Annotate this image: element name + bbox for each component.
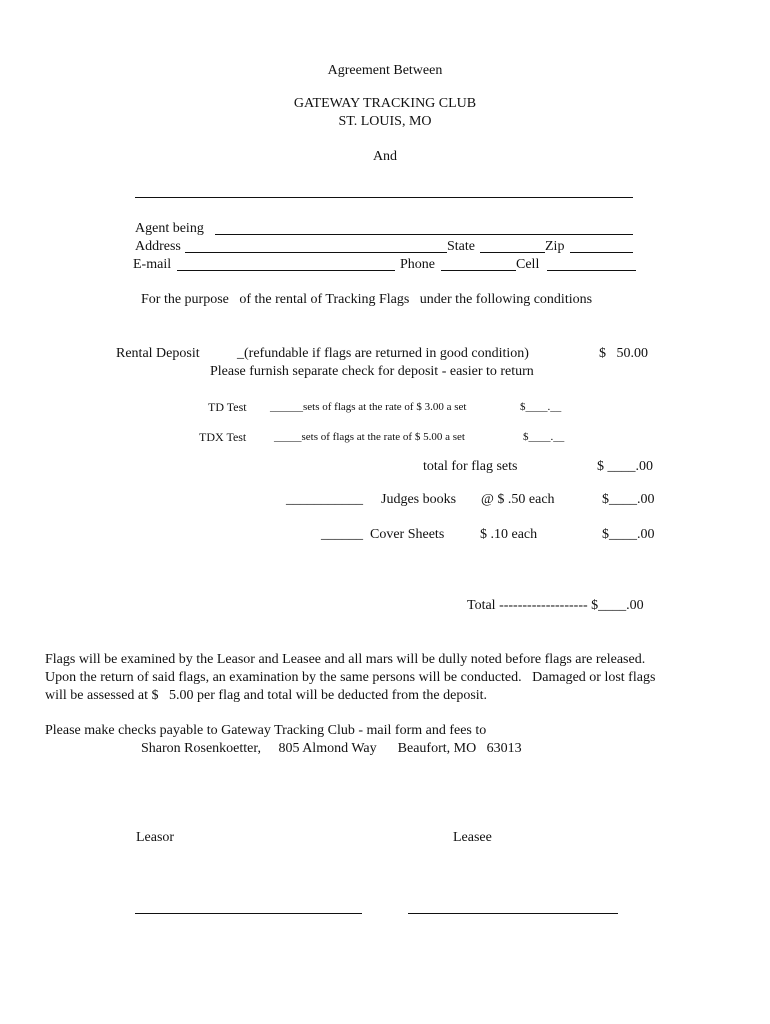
club-name: GATEWAY TRACKING CLUB bbox=[293, 96, 477, 111]
tdx-test-amount: $____.__ bbox=[523, 431, 565, 443]
grand-total: Total ------------------- $____.00 bbox=[467, 598, 644, 613]
party-name-line[interactable] bbox=[135, 197, 633, 198]
deposit-note: _(refundable if flags are returned in good condition) bbox=[237, 346, 529, 361]
tdx-test-text: _____sets of flags at the rate of $ 5.00 a set bbox=[274, 431, 465, 443]
phone-label: Phone bbox=[400, 257, 435, 272]
agreement-heading: Agreement Between bbox=[327, 63, 443, 78]
cover-sheets-label: Cover Sheets bbox=[370, 527, 445, 542]
judges-books-rate: @ $ .50 each bbox=[481, 492, 555, 507]
leasor-signature-line[interactable] bbox=[135, 913, 362, 914]
terms-line-1: Flags will be examined by the Leasor and Leasee and all mars will be dully noted before flags are released. bbox=[45, 652, 646, 667]
leasee-signature-line[interactable] bbox=[408, 913, 618, 914]
flag-sets-total-label: total for flag sets bbox=[423, 459, 518, 474]
judges-books-quantity[interactable]: ___________ bbox=[286, 492, 363, 507]
mail-address: Sharon Rosenkoetter, 805 Almond Way Beaufort, MO 63013 bbox=[141, 741, 522, 756]
leasor-label: Leasor bbox=[136, 830, 175, 845]
agent-label: Agent being bbox=[135, 221, 204, 236]
email-label: E-mail bbox=[133, 257, 172, 272]
cover-sheets-rate: $ .10 each bbox=[480, 527, 538, 542]
and-label: And bbox=[372, 149, 398, 164]
deposit-label: Rental Deposit bbox=[116, 346, 200, 361]
td-test-amount: $____.__ bbox=[520, 401, 562, 413]
agent-line[interactable] bbox=[215, 234, 633, 235]
cell-label: Cell bbox=[516, 257, 540, 272]
cell-line[interactable] bbox=[547, 270, 636, 271]
terms-line-3: will be assessed at $ 5.00 per flag and total will be deducted from the deposit. bbox=[45, 688, 488, 703]
td-test-text: ______sets of flags at the rate of $ 3.00 a set bbox=[270, 401, 467, 413]
zip-label: Zip bbox=[545, 239, 565, 254]
leasee-label: Leasee bbox=[453, 830, 492, 845]
judges-books-label: Judges books bbox=[381, 492, 457, 507]
terms-line-2: Upon the return of said flags, an examination by the same persons will be conducted. Damaged or lost flags bbox=[45, 670, 656, 685]
state-label: State bbox=[447, 239, 475, 254]
cover-sheets-quantity[interactable]: ______ bbox=[321, 527, 363, 542]
state-line[interactable] bbox=[480, 252, 545, 253]
deposit-note-separate-check: Please furnish separate check for deposit - easier to return bbox=[210, 364, 534, 379]
email-line[interactable] bbox=[177, 270, 395, 271]
zip-line[interactable] bbox=[570, 252, 633, 253]
cover-sheets-amount: $____.00 bbox=[602, 527, 655, 542]
flag-sets-total-amount: $ ____.00 bbox=[597, 459, 653, 474]
deposit-amount: $ 50.00 bbox=[599, 346, 648, 361]
tdx-test-label: TDX Test bbox=[199, 430, 247, 444]
address-line[interactable] bbox=[185, 252, 447, 253]
td-test-label: TD Test bbox=[208, 400, 247, 414]
purpose-text: For the purpose of the rental of Tracking Flags under the following conditions bbox=[141, 292, 593, 307]
mail-instructions: Please make checks payable to Gateway Tracking Club - mail form and fees to bbox=[45, 723, 487, 738]
phone-line[interactable] bbox=[441, 270, 516, 271]
judges-books-amount: $____.00 bbox=[602, 492, 655, 507]
club-city: ST. LOUIS, MO bbox=[338, 114, 432, 129]
address-label: Address bbox=[135, 239, 181, 254]
